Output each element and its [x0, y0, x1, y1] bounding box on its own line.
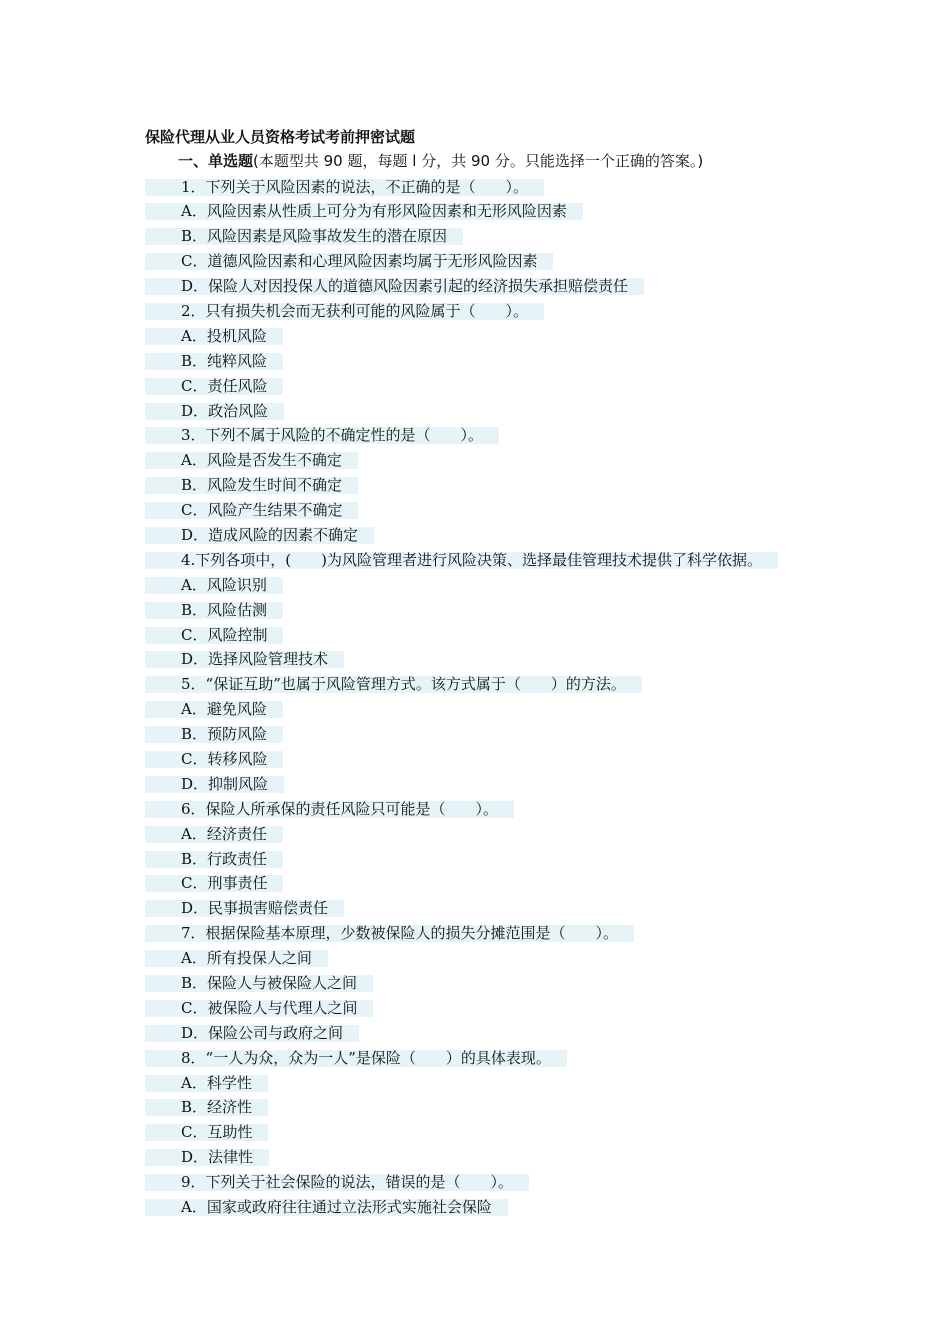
- option-text: C．转移风险: [145, 751, 283, 768]
- option-text: A．风险是否发生不确定: [145, 452, 358, 469]
- option-line: [145, 846, 778, 871]
- option-text: C．风险产生结果不确定: [145, 502, 358, 519]
- option-text: B．行政责任: [145, 851, 283, 868]
- option-line: [145, 522, 778, 547]
- option-text: C．道德风险因素和心理风险因素均属于无形风险因素: [145, 253, 553, 270]
- option-line: [145, 1020, 778, 1045]
- option-line: [145, 249, 778, 274]
- option-text: C．责任风险: [145, 378, 283, 395]
- document-title: 保险代理从业人员资格考试考前押密试题: [145, 128, 416, 146]
- option-line: [145, 1195, 778, 1220]
- option-line: [145, 1120, 778, 1145]
- question-text: 6．保险人所承保的责任风险只可能是（ ）。: [145, 801, 514, 818]
- question-line: [145, 174, 778, 199]
- option-text: C．刑事责任: [145, 875, 283, 892]
- question-text: 5．“保证互助”也属于风险管理方式。该方式属于（ ）的方法。: [145, 676, 642, 693]
- option-text: C．被保险人与代理人之间: [145, 1000, 373, 1017]
- option-text: B．保险人与被保险人之间: [145, 975, 373, 992]
- option-line: [145, 498, 778, 523]
- option-line: [145, 1070, 778, 1095]
- option-line: [145, 697, 778, 722]
- question-line: [145, 547, 778, 572]
- option-text: D．抑制风险: [145, 776, 284, 793]
- option-line: [145, 224, 778, 249]
- option-line: [145, 323, 778, 348]
- question-line: [145, 1170, 778, 1195]
- option-line: [145, 373, 778, 398]
- section-heading-label: 一、单选题: [178, 152, 254, 170]
- option-text: B．预防风险: [145, 726, 283, 743]
- option-text: D．法律性: [145, 1149, 269, 1166]
- question-list: [145, 174, 778, 1219]
- question-line: [145, 1045, 778, 1070]
- option-line: [145, 971, 778, 996]
- option-line: [145, 572, 778, 597]
- option-line: [145, 946, 778, 971]
- option-text: A．科学性: [145, 1075, 268, 1092]
- question-text: 2．只有损失机会而无获利可能的风险属于（ ）。: [145, 303, 544, 320]
- question-line: [145, 423, 778, 448]
- question-line: [145, 796, 778, 821]
- option-text: B．纯粹风险: [145, 353, 283, 370]
- option-line: [145, 1145, 778, 1170]
- option-text: A．国家或政府往往通过立法形式实施社会保险: [145, 1199, 508, 1216]
- option-line: [145, 622, 778, 647]
- option-text: C．互助性: [145, 1124, 268, 1141]
- option-line: [145, 746, 778, 771]
- option-text: B．风险发生时间不确定: [145, 477, 358, 494]
- option-text: A．所有投保人之间: [145, 950, 328, 967]
- option-line: [145, 647, 778, 672]
- option-line: [145, 995, 778, 1020]
- question-text: 1．下列关于风险因素的说法，不正确的是（ ）。: [145, 179, 544, 196]
- option-text: D．政治风险: [145, 403, 284, 420]
- option-line: [145, 473, 778, 498]
- question-line: [145, 921, 778, 946]
- option-line: [145, 722, 778, 747]
- option-text: D．保险人对因投保人的道德风险因素引起的经济损失承担赔偿责任: [145, 278, 644, 295]
- option-text: B．经济性: [145, 1099, 268, 1116]
- question-text: 8．“一人为众，众为一人”是保险（ ）的具体表现。: [145, 1050, 567, 1067]
- option-text: D．民事损害赔偿责任: [145, 900, 344, 917]
- section-heading-note: (本题型共 90 题，每题 l 分，共 90 分。只能选择一个正确的答案。): [253, 152, 704, 170]
- option-line: [145, 1095, 778, 1120]
- option-line: [145, 896, 778, 921]
- option-text: A．风险因素从性质上可分为有形风险因素和无形风险因素: [145, 203, 583, 220]
- option-text: A．风险识别: [145, 577, 283, 594]
- option-line: [145, 597, 778, 622]
- option-text: D．保险公司与政府之间: [145, 1025, 359, 1042]
- section-heading: [178, 150, 703, 171]
- option-line: [145, 771, 778, 796]
- option-line: [145, 871, 778, 896]
- option-text: A．经济责任: [145, 826, 283, 843]
- option-line: [145, 448, 778, 473]
- option-text: D．选择风险管理技术: [145, 651, 344, 668]
- question-text: 7．根据保险基本原理，少数被保险人的损失分摊范围是（ ）。: [145, 925, 634, 942]
- option-line: [145, 274, 778, 299]
- option-line: [145, 398, 778, 423]
- option-text: A．避免风险: [145, 701, 283, 718]
- option-text: D．造成风险的因素不确定: [145, 527, 374, 544]
- option-text: B．风险估测: [145, 602, 283, 619]
- option-line: [145, 348, 778, 373]
- question-text: 4.下列各项中，( )为风险管理者进行风险决策、选择最佳管理技术提供了科学依据。: [145, 552, 778, 569]
- option-text: A．投机风险: [145, 328, 283, 345]
- question-line: [145, 672, 778, 697]
- question-text: 3．下列不属于风险的不确定性的是（ ）。: [145, 427, 499, 444]
- option-line: [145, 199, 778, 224]
- option-text: C．风险控制: [145, 627, 283, 644]
- option-text: B．风险因素是风险事故发生的潜在原因: [145, 228, 463, 245]
- question-line: [145, 298, 778, 323]
- question-text: 9．下列关于社会保险的说法，错误的是（ ）。: [145, 1174, 529, 1191]
- option-line: [145, 821, 778, 846]
